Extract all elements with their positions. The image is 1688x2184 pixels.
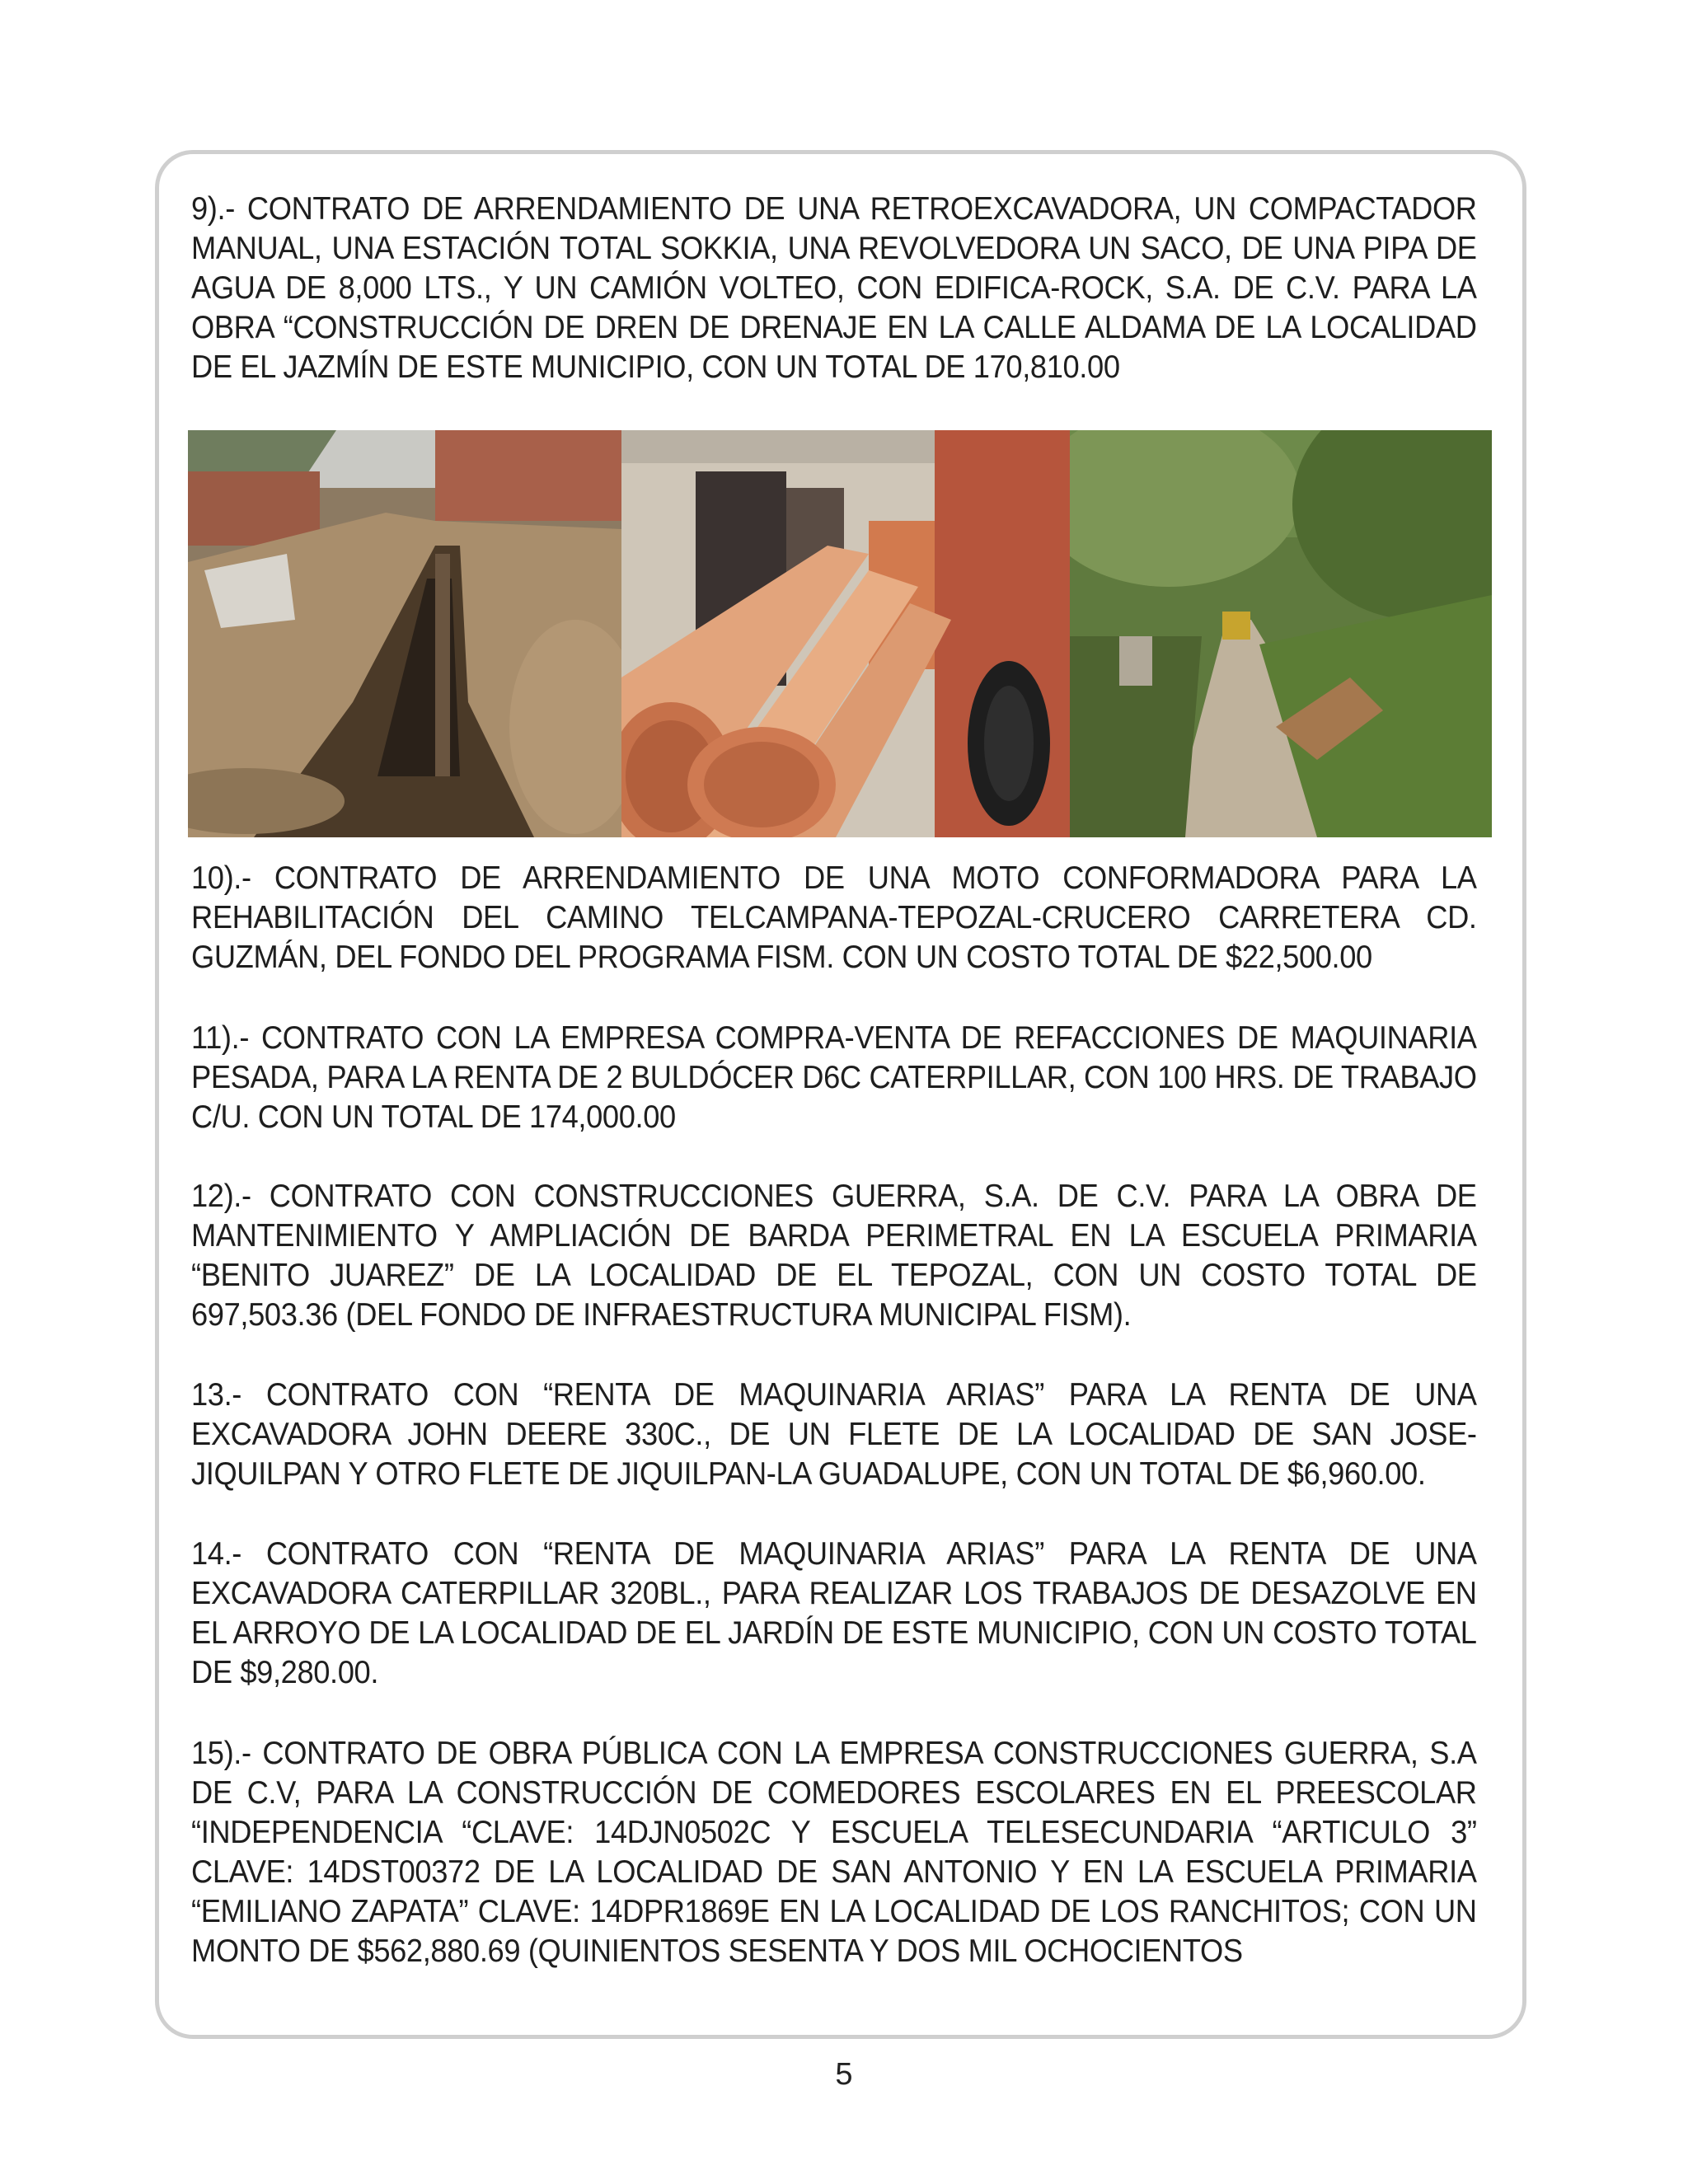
paragraph-11: 11).- CONTRATO CON LA EMPRESA COMPRA-VENTA DE REFACCIONES DE MAQUINARIA PESADA, PARA LA RENTA DE 2 BULDÓCER D6C CATERPILLAR, CON 100 HRS. DE TRABAJO C/U. CON UN TOTAL DE 174,000.00 bbox=[191, 1020, 1477, 1135]
paragraph-9: 9).- CONTRATO DE ARRENDAMIENTO DE UNA RETROEXCAVADORA, UN COMPACTADOR MANUAL, UNA ESTACIÓN TOTAL SOKKIA, UNA REVOLVEDORA UN SACO, DE UNA PIPA DE AGUA DE 8,000 LTS., Y UN CAMIÓN VOLTEO, CON EDIFICA-ROCK, S.A. DE C.V. PARA LA OBRA “CONSTRUCCIÓN DE DREN DE DRENAJE EN LA CALLE ALDAMA DE LA LOCALIDAD DE EL JAZMÍN DE ESTE MUNICIPIO, CON UN TOTAL DE 170,810.00 bbox=[191, 191, 1477, 385]
paragraph-12: 12).- CONTRATO CON CONSTRUCCIONES GUERRA, S.A. DE C.V. PARA LA OBRA DE MANTENIMIENTO Y AMPLIACIÓN DE BARDA PERIMETRAL EN LA ESCUELA PRIMARIA “BENITO JUAREZ” DE LA LOCALIDAD DE EL TEPOZAL, CON UN COSTO TOTAL DE 697,503.36 (DEL FONDO DE INFRAESTRUCTURA MUNICIPAL FISM). bbox=[191, 1179, 1477, 1333]
paragraph-15: 15).- CONTRATO DE OBRA PÚBLICA CON LA EMPRESA CONSTRUCCIONES GUERRA, S.A DE C.V, PARA LA CONSTRUCCIÓN DE COMEDORES ESCOLARES EN EL PREESCOLAR “INDEPENDENCIA “CLAVE: 14DJN0502C Y ESCUELA TELESECUNDARIA “ARTICULO 3” CLAVE: 14DST00372 DE LA LOCALIDAD DE SAN ANTONIO Y EN LA ESCUELA PRIMARIA “EMILIANO ZAPATA” CLAVE: 14DPR1869E EN LA LOCALIDAD DE LOS RANCHITOS; CON UN MONTO DE $562,880.69 (QUINIENTOS SESENTA Y DOS MIL OCHOCIENTOS bbox=[191, 1736, 1477, 1969]
paragraph-13: 13.- CONTRATO CON “RENTA DE MAQUINARIA ARIAS” PARA LA RENTA DE UNA EXCAVADORA JOHN DEERE 330C., DE UN FLETE DE LA LOCALIDAD DE SAN JOSE-JIQUILPAN Y OTRO FLETE DE JIQUILPAN-LA GUADALUPE, CON UN TOTAL DE $6,960.00. bbox=[191, 1377, 1477, 1492]
photo-trench bbox=[188, 430, 621, 837]
photo-road bbox=[1070, 430, 1492, 837]
paragraph-10: 10).- CONTRATO DE ARRENDAMIENTO DE UNA MOTO CONFORMADORA PARA LA REHABILITACIÓN DEL CAMINO TELCAMPANA-TEPOZAL-CRUCERO CARRETERA CD. GUZMÁN, DEL FONDO DEL PROGRAMA FISM. CON UN COSTO TOTAL DE $22,500.00 bbox=[191, 860, 1477, 975]
photo-pipes bbox=[621, 430, 1070, 837]
paragraph-14: 14.- CONTRATO CON “RENTA DE MAQUINARIA ARIAS” PARA LA RENTA DE UNA EXCAVADORA CATERPILLAR 320BL., PARA REALIZAR LOS TRABAJOS DE DESAZOLVE EN EL ARROYO DE LA LOCALIDAD DE EL JARDÍN DE ESTE MUNICIPIO, CON UN COSTO TOTAL DE $9,280.00. bbox=[191, 1536, 1477, 1690]
page-number: 5 bbox=[835, 2057, 853, 2092]
photo-strip bbox=[188, 430, 1492, 837]
